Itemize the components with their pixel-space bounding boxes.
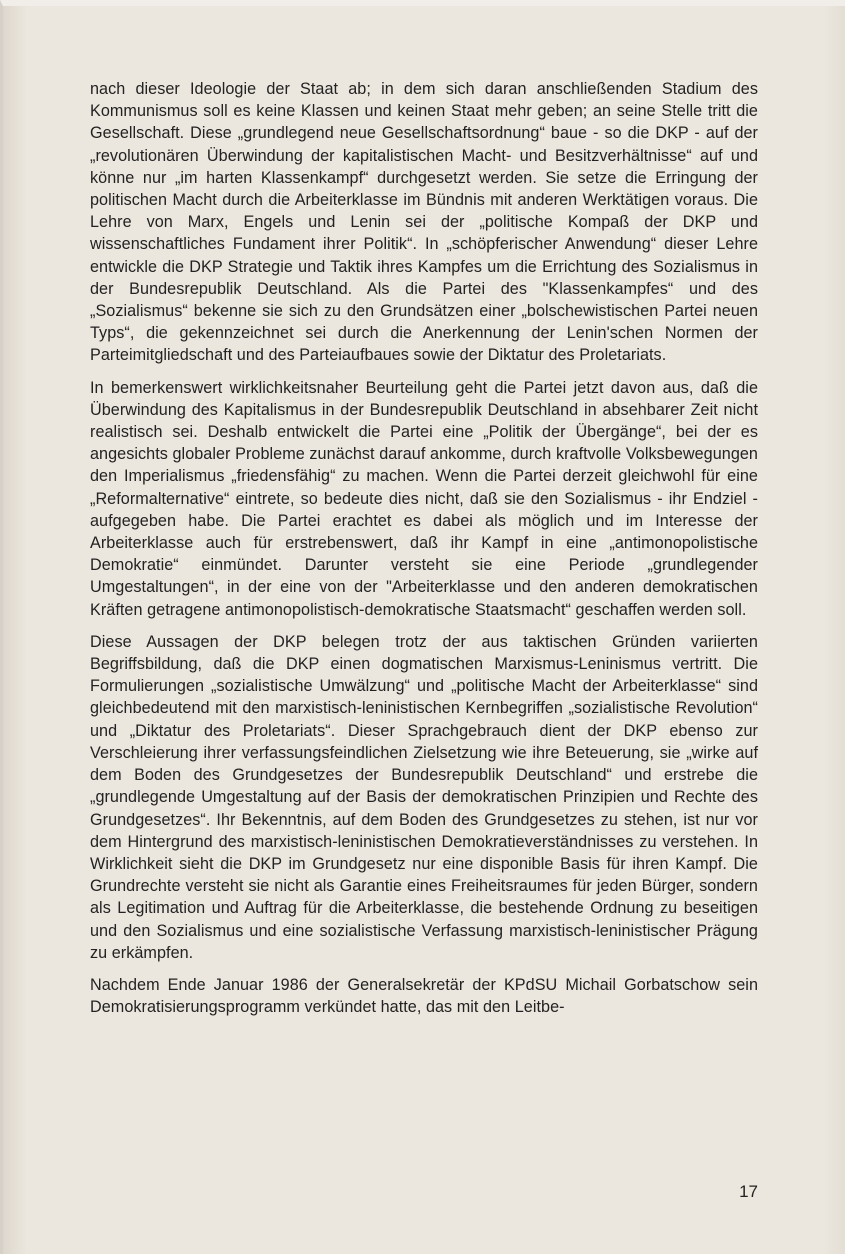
paragraph-2: In bemerkenswert wirklichkeitsnaher Beurteilung geht die Partei jetzt davon aus, daß die Überwindung des Kapitalismus in der Bundesrepublik Deutschland in absehbarer Zeit nicht realistisch sei. Deshalb entwickelt die Partei eine „Politik der Übergänge“, bei der es angesichts globaler Probleme zunächst darauf ankomme, durch kraftvolle Volksbewegungen den Imperialismus „friedensfähig“ zu machen. Wenn die Partei derzeit gleichwohl für eine „Reformalternative“ eintrete, so bedeute dies nicht, daß sie den Sozialismus - ihr Endziel - aufgegeben habe. Die Partei erachtet es dabei als möglich und im Interesse der Arbeiterklasse auch für erstrebenswert, daß ihr Kampf in eine „antimonopolistische Demokratie“ einmündet. Darunter versteht sie eine Periode „grundlegender Umgestaltungen“, in der eine von der "Arbeiterklasse und den anderen demokratischen Kräften getragene antimonopolistisch-demokratische Staatsmacht“ geschaffen werden soll.: [90, 378, 758, 619]
page-number: 17: [739, 1182, 758, 1201]
paragraph-3: Diese Aussagen der DKP belegen trotz der aus taktischen Gründen variierten Begriffsbildung, daß die DKP einen dogmatischen Marxismus-Leninismus vertritt. Die Formulierungen „sozialistische Umwälzung“ und „politische Macht der Arbeiterklasse“ sind gleichbedeutend mit den marxistisch-leninistischen Kernbegriffen „sozialistische Revolution“ und „Diktatur des Proletariats“. Dieser Sprachgebrauch dient der DKP ebenso zur Verschleierung ihrer verfassungsfeindlichen Zielsetzung wie ihre Beteuerung, sie „wirke auf dem Boden des Grundgesetzes der Bundesrepublik Deutschland“ und erstrebe die „grundlegende Umgestaltung auf der Basis der demokratischen Prinzipien und Rechte des Grundgesetzes“. Ihr Bekenntnis, auf dem Boden des Grundgesetzes zu stehen, ist nur vor dem Hintergrund des marxistisch-leninistischen Demokratieverständnisses zu verstehen. In Wirklichkeit sieht die DKP im Grundgesetz nur eine disponible Basis für ihren Kampf. Die Grundrechte versteht sie nicht als Garantie eines Freiheitsraumes für jeden Bürger, sondern als Legitimation und Auftrag für die Arbeiterklasse, die bestehende Ordnung zu beseitigen und den Sozialismus und eine sozialistische Verfassung marxistisch-leninistischer Prägung zu erkämpfen.: [90, 632, 758, 962]
paragraph-1: nach dieser Ideologie der Staat ab; in dem sich daran anschließenden Stadium des Kommunismus soll es keine Klassen und keinen Staat mehr geben; an seine Stelle tritt die Gesellschaft. Diese „grundlegend neue Gesellschaftsordnung“ baue - so die DKP - auf der „revolutionären Überwindung der kapitalistischen Macht- und Besitzverhältnisse“ auf und könne nur „im harten Klassenkampf“ durchgesetzt werden. Sie setze die Erringung der politischen Macht durch die Arbeiterklasse im Bündnis mit anderen Werktätigen voraus. Die Lehre von Marx, Engels und Lenin sei der „politische Kompaß der DKP und wissenschaftliches Fundament ihrer Politik“. In „schöpferischer Anwendung“ dieser Lehre entwickle die DKP Strategie und Taktik ihres Kampfes um die Errichtung des Sozialismus in der Bundesrepublik Deutschland. Als die Partei des "Klassenkampfes“ und des „Sozialismus“ bekenne sie sich zu den Grundsätzen einer „bolschewistischen Partei neuen Typs“, die gekennzeichnet sei durch die Anerkennung der Lenin'schen Normen der Parteimitgliedschaft und des Parteiaufbaues sowie der Diktatur des Proletariats.: [90, 80, 758, 365]
paragraph-4: Nachdem Ende Januar 1986 der Generalsekretär der KPdSU Michail Gorbatschow sein Demokratisierungsprogramm verkündet hatte, das mit den Leitbe-: [90, 975, 758, 1017]
document-body: [90, 78, 758, 1028]
